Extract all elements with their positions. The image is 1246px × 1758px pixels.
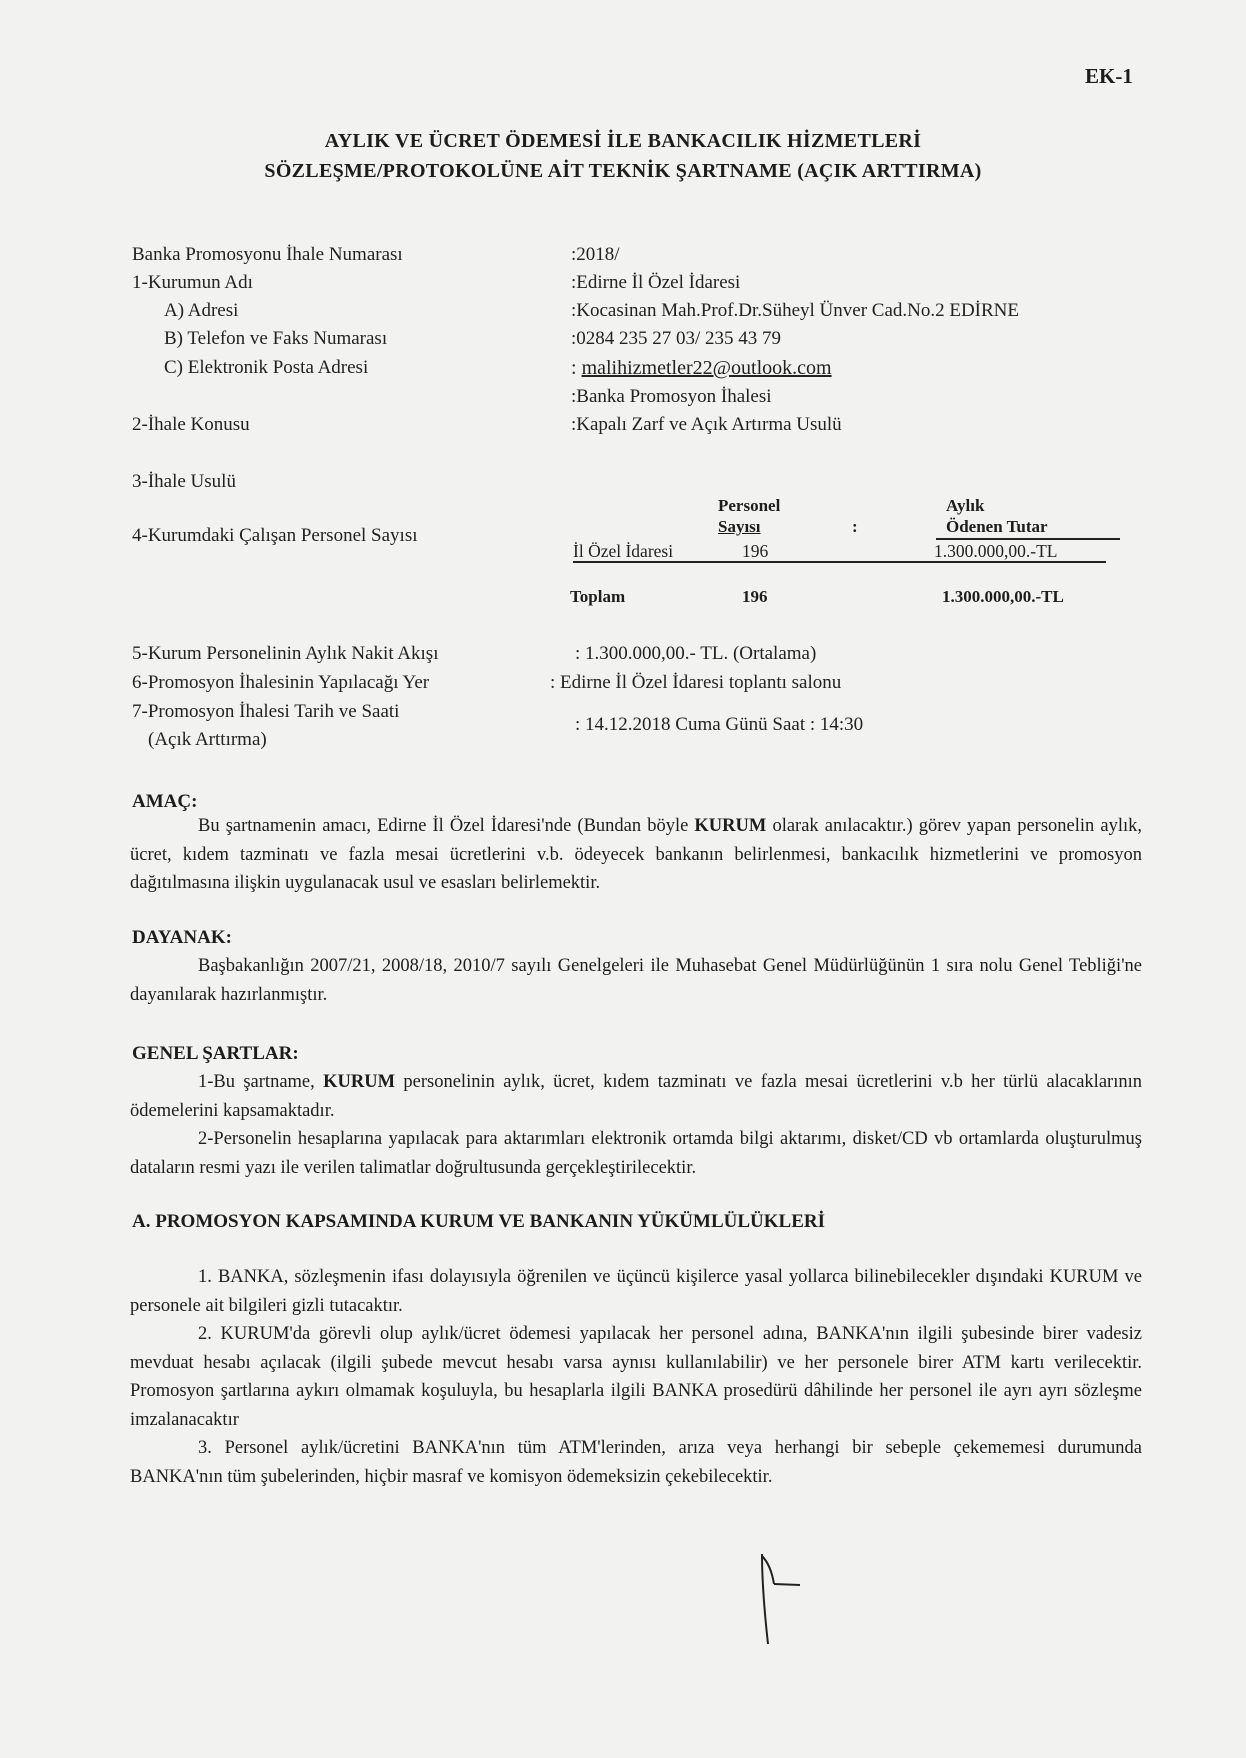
- amac-paragraph: [130, 812, 1142, 898]
- table-col2-header-2: Ödenen Tutar: [946, 517, 1048, 536]
- genel-item-1-kurum: KURUM: [323, 1072, 396, 1092]
- ihale-no-value: :2018/: [571, 244, 620, 265]
- title-line-2: SÖZLEŞME/PROTOKOLÜNE AİT TEKNİK ŞARTNAME (AÇIK ARTTIRMA): [264, 160, 982, 182]
- konu-value: :Banka Promosyon İhalesi: [571, 386, 772, 407]
- telefon-label: B) Telefon ve Faks Numarası: [164, 328, 388, 349]
- section-a-item-3: 3. Personel aylık/ücretini BANKA'nın tüm ATM'lerinden, arıza veya herhangi bir sebeple çekememesi durumunda BANKA'nın tüm şubelerinden, hiçbir masraf ve komisyon ödemeksizin çekebilecektir.: [130, 1438, 1142, 1487]
- genel-heading: GENEL ŞARTLAR:: [132, 1043, 299, 1064]
- telefon-value: :0284 235 27 03/ 235 43 79: [571, 328, 782, 349]
- dayanak-heading: DAYANAK:: [132, 927, 232, 948]
- table-col1-header-2: Sayısı: [718, 517, 761, 536]
- section-a-heading: A. PROMOSYON KAPSAMINDA KURUM VE BANKANIN YÜKÜMLÜLÜKLERİ: [132, 1211, 825, 1232]
- header-underline: [936, 538, 1120, 540]
- table-total-amount: 1.300.000,00.-TL: [942, 587, 1064, 606]
- adres-value: :Kocasinan Mah.Prof.Dr.Süheyl Ünver Cad.No.2 EDİRNE: [571, 300, 1020, 321]
- annex-label: EK-1: [1085, 64, 1133, 88]
- table-total-count: 196: [742, 587, 768, 606]
- section-a-item-1: 1. BANKA, sözleşmenin ifası dolayısıyla öğrenilen ve üçüncü kişilerce yasal yollarca bilinebilecekler dışındaki KURUM ve personele ait bilgileri gizli tutacaktır.: [130, 1267, 1142, 1316]
- kurum-value: :Edirne İl Özel İdaresi: [571, 272, 741, 293]
- row-underline: [573, 561, 1106, 563]
- amac-text-b: olarak anılacaktır.) görev yapan personelin aylık, ücret, kıdem tazminatı ve fazla mesai ücretlerini v.b. ödeyecek bankanın belirlenmesi, bankacılık hizmetlerini ve promosyon dağıtılmasına ilişkin uygulanacak usul ve esasları belirlemektir.: [130, 816, 1142, 893]
- amac-heading: AMAÇ:: [132, 791, 198, 812]
- genel-item-1-b: personelinin aylık, ücret, kıdem tazminatı ve fazla mesai ücretlerini v.b her türlü alacaklarının ödemelerini kapsamaktadır.: [130, 1072, 1142, 1121]
- email-link[interactable]: malihizmetler22@outlook.com: [581, 357, 832, 379]
- table-colon: :: [852, 517, 858, 536]
- yer-value: : Edirne İl Özel İdaresi toplantı salonu: [550, 672, 842, 693]
- dayanak-paragraph: [130, 952, 1142, 1009]
- table-row-label: İl Özel İdaresi: [573, 541, 674, 561]
- personel-label: 4-Kurumdaki Çalışan Personel Sayısı: [132, 525, 418, 546]
- tarih-value: : 14.12.2018 Cuma Günü Saat : 14:30: [575, 714, 864, 735]
- section-a-item-2: 2. KURUM'da görevli olup aylık/ücret ödemesi yapılacak her personel adına, BANKA'nın ilgili şubesinde birer vadesiz mevduat hesabı açılacak (ilgili şubede mevcut hesabı varsa aynısı kullanılabilir) ve her personele birer ATM kartı verilecektir. Promosyon şartlarına aykırı olmamak koşuluyla, bu hesaplarla ilgili BANKA prosedürü dâhilinde her personel ile ayrı ayrı sözleşme imzalanacaktır: [130, 1324, 1142, 1430]
- usul-value: :Kapalı Zarf ve Açık Artırma Usulü: [571, 414, 842, 435]
- genel-item-1-a: 1-Bu şartname,: [198, 1072, 324, 1092]
- amac-text-a: Bu şartnamenin amacı, Edirne İl Özel İdaresi'nde (Bundan böyle: [198, 816, 695, 836]
- title-line-1: AYLIK VE ÜCRET ÖDEMESİ İLE BANKACILIK HİZMETLERİ: [324, 130, 922, 152]
- table-row-amount: 1.300.000,00.-TL: [934, 541, 1058, 561]
- genel-paragraphs: [130, 1068, 1142, 1182]
- nakit-value: : 1.300.000,00.- TL. (Ortalama): [575, 643, 817, 664]
- nakit-label: 5-Kurum Personelinin Aylık Nakit Akışı: [132, 643, 439, 664]
- ihale-no-label: Banka Promosyonu İhale Numarası: [132, 244, 403, 265]
- tarih-label-2: (Açık Arttırma): [148, 729, 267, 750]
- table-col1-header-1: Personel: [718, 496, 781, 515]
- kurum-label: 1-Kurumun Adı: [132, 272, 253, 293]
- dayanak-text: Başbakanlığın 2007/21, 2008/18, 2010/7 sayılı Genelgeleri ile Muhasebat Genel Müdürlüğünün 1 sıra nolu Genel Tebliği'ne dayanılarak hazırlanmıştır.: [130, 956, 1142, 1005]
- genel-item-1: [130, 1068, 1142, 1125]
- adres-label: A) Adresi: [164, 300, 239, 321]
- email-row: [571, 357, 832, 380]
- yer-label: 6-Promosyon İhalesinin Yapılacağı Yer: [132, 672, 430, 693]
- email-label: C) Elektronik Posta Adresi: [164, 357, 369, 378]
- amac-kurum: KURUM: [694, 816, 767, 836]
- section-a-paragraphs: [130, 1263, 1142, 1491]
- table-col2-header-1: Aylık: [946, 496, 985, 515]
- konu-label: 2-İhale Konusu: [132, 414, 250, 435]
- table-row-count: 196: [742, 541, 769, 561]
- usul-label: 3-İhale Usulü: [132, 471, 236, 492]
- handwritten-initial: [752, 1548, 812, 1648]
- email-prefix: :: [571, 357, 582, 379]
- tarih-label: 7-Promosyon İhalesi Tarih ve Saati: [132, 701, 400, 722]
- table-total-label: Toplam: [570, 587, 626, 606]
- genel-item-2: 2-Personelin hesaplarına yapılacak para aktarımları elektronik ortamda bilgi aktarımı, disket/CD vb ortamlarda oluşturulmuş dataların resmi yazı ile verilen talimatlar doğrultusunda gerçekleştirilecektir.: [130, 1129, 1142, 1178]
